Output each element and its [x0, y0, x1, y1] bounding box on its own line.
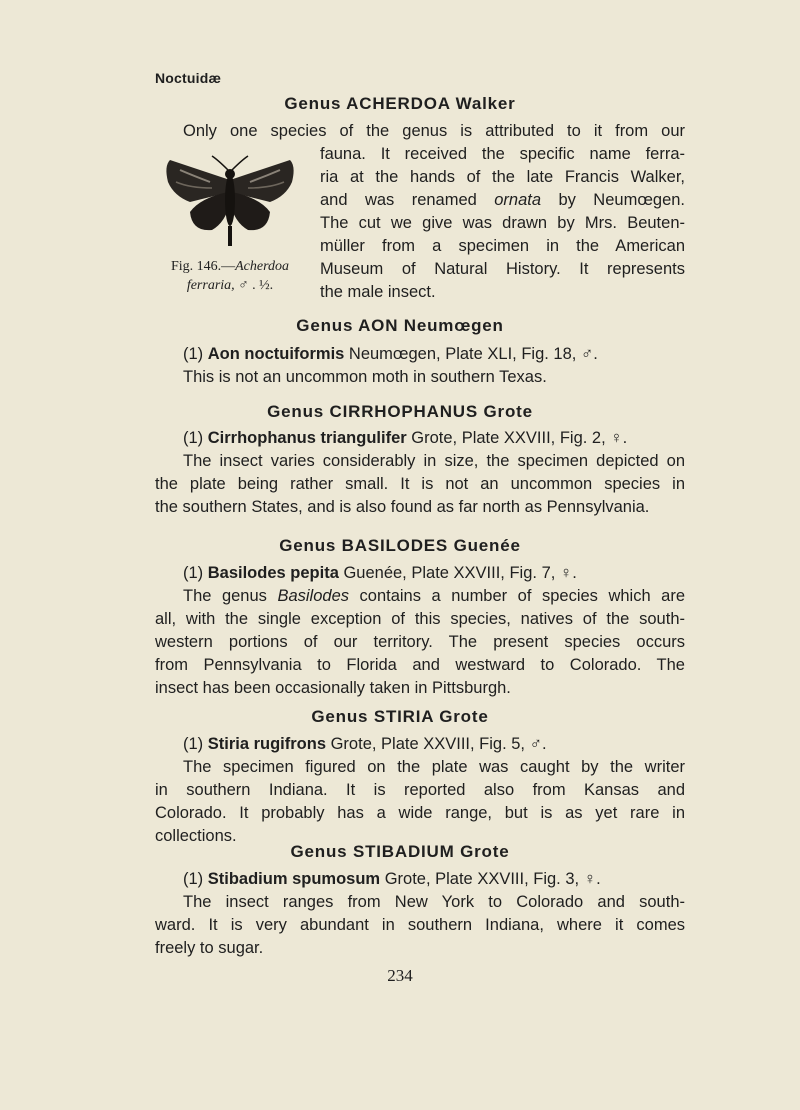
species-name: Cirrhophanus triangulifer: [207, 429, 407, 447]
genus-heading-acherdoa: Genus ACHERDOA Walker: [284, 94, 516, 113]
text-line: The specimen figured on the plate was caught by the writer: [183, 758, 685, 776]
text-line: ria at the hands of the late Francis Walker,: [320, 168, 685, 186]
text-line: in southern Indiana. It is reported also from Kansas and: [155, 781, 685, 799]
page-number: 234: [387, 966, 413, 985]
text-line: Only one species of the genus is attributed to it from our: [183, 122, 685, 140]
text-line: The cut we give was drawn by Mrs. Beuten-: [320, 214, 685, 232]
italic-basilodes: Basilodes: [277, 587, 349, 605]
italic-ornata: ornata: [494, 191, 542, 209]
species-entry: (1) Cirrhophanus triangulifer Grote, Plate XXVIII, Fig. 2, ♀.: [183, 429, 628, 447]
genus-heading-aon: Genus AON Neumœgen: [296, 316, 504, 335]
text-line-ornata: and was renamed ornata by Neumœgen.: [320, 191, 686, 209]
species-name: Aon noctuiformis: [207, 345, 345, 363]
species-entry: (1) Stibadium spumosum Grote, Plate XXVIII, Fig. 3, ♀.: [183, 870, 601, 888]
text-line: western portions of our territory. The present species occurs: [155, 633, 685, 651]
caption-scale: ♂ . ½.: [234, 278, 274, 293]
figure-caption: [150, 257, 310, 295]
text-line: freely to sugar.: [155, 939, 264, 957]
basilodes-section: [155, 562, 685, 700]
acherdoa-first-line: [155, 120, 685, 143]
cirrhophanus-section: [155, 427, 685, 519]
genus-heading-cirrhophanus: Genus CIRRHOPHANUS Grote: [267, 402, 533, 421]
genus-heading-stibadium: Genus STIBADIUM Grote: [290, 842, 510, 861]
text-line: all, with the single exception of this species, natives of the south-: [155, 610, 685, 628]
caption-genus: Acherdoa: [235, 259, 290, 274]
text-line: Colorado. It probably has a wide range, but is as yet rare in: [155, 804, 685, 822]
species-entry: (1) Stiria rugifrons Grote, Plate XXVIII, Fig. 5, ♂.: [183, 735, 547, 753]
species-name: Basilodes pepita: [207, 564, 339, 582]
species-entry: (1) Basilodes pepita Guenée, Plate XXVIII, Fig. 7, ♀.: [183, 564, 577, 582]
species-entry: (1) Aon noctuiformis Neumœgen, Plate XLI, Fig. 18, ♂.: [183, 345, 598, 363]
genus-heading-stiria: Genus STIRIA Grote: [311, 707, 489, 726]
running-head: Noctuidæ: [155, 70, 222, 86]
aon-section: [155, 343, 685, 389]
text-line: müller from a specimen in the American: [320, 237, 685, 255]
text-line: from Pennsylvania to Florida and westward to Colorado. The: [155, 656, 685, 674]
text-line: insect has been occasionally taken in Pittsburgh.: [155, 679, 511, 697]
text-line: the southern States, and is also found as far north as Pennsylvania.: [155, 498, 650, 516]
species-name: Stibadium spumosum: [207, 870, 381, 888]
text-line: Museum of Natural History. It represents: [320, 260, 685, 278]
text-line: This is not an uncommon moth in southern Texas.: [183, 368, 547, 386]
caption-prefix: Fig. 146.—: [170, 259, 236, 274]
species-name: Stiria rugifrons: [207, 735, 327, 753]
text-line: The insect ranges from New York to Colorado and south-: [183, 893, 685, 911]
stibadium-section: [155, 868, 685, 960]
genus-heading-basilodes: Genus BASILODES Guenée: [279, 536, 521, 555]
stiria-section: [155, 733, 685, 848]
text-line: fauna. It received the specific name ferra-: [320, 145, 685, 163]
text-line: the plate being rather small. It is not an uncommon species in: [155, 475, 685, 493]
caption-species: ferraria,: [186, 278, 235, 293]
text-line: collections.: [155, 827, 237, 845]
text-line: the male insect.: [320, 283, 436, 301]
text-line: ward. It is very abundant in southern Indiana, where it comes: [155, 916, 685, 934]
text-line: The genus Basilodes contains a number of species which are: [183, 587, 686, 605]
text-line: The insect varies considerably in size, the specimen depicted on: [183, 452, 685, 470]
acherdoa-description: [320, 143, 685, 304]
